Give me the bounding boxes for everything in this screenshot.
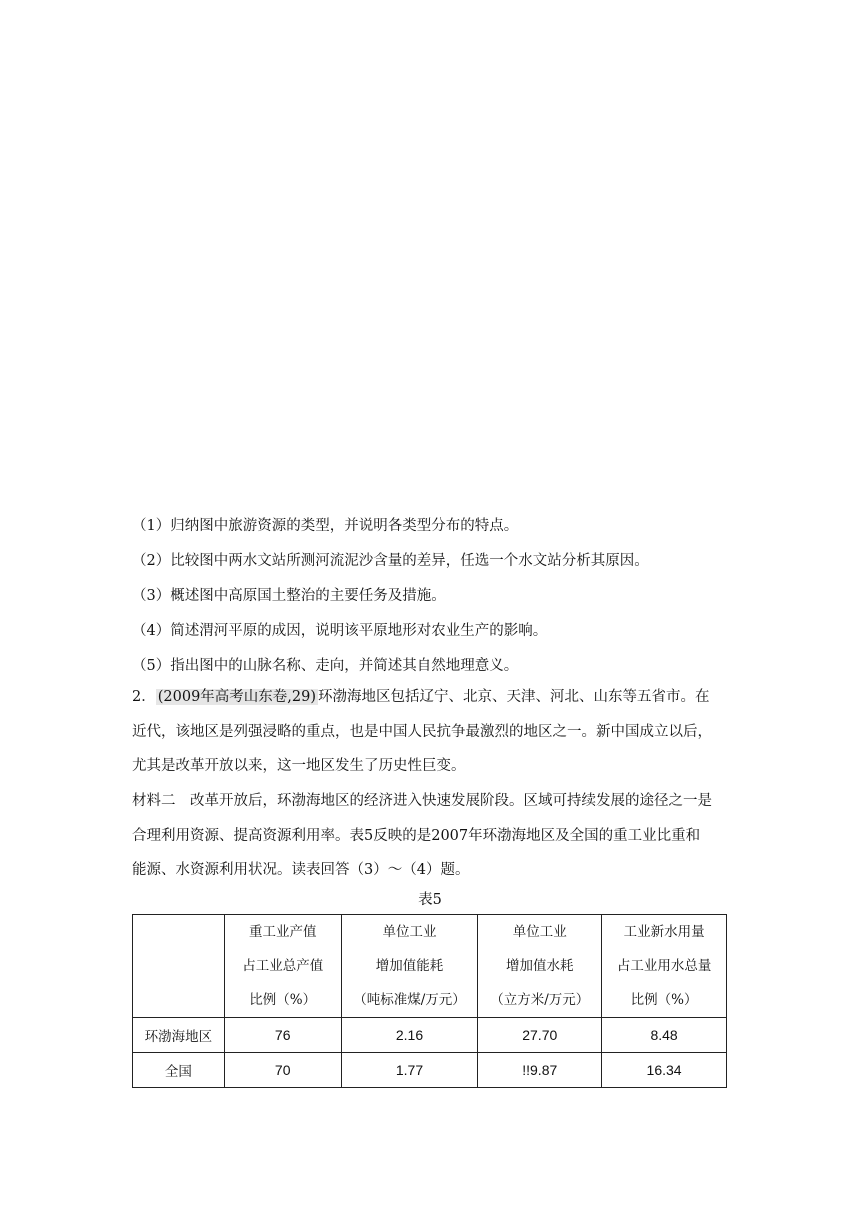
q2-text-1: 环渤海地区包括辽宁、北京、天津、河北、山东等五省市。在 [318,689,710,705]
material-line-3: 能源、水资源利用状况。读表回答（3）～（4）题。 [132,862,470,878]
question-3: （3）概述图中高原国土整治的主要任务及措施。 [132,588,446,604]
question-5: （5）指出图中的山脉名称、走向，并简述其自然地理意义。 [132,658,519,674]
table-cell: !!9.87 [478,1053,602,1088]
table-cell: 70 [224,1053,341,1088]
question-2: （2）比较图中两水文站所测河流泥沙含量的差异，任选一个水文站分析其原因。 [132,553,649,569]
question-4: （4）简述渭河平原的成因，说明该平原地形对农业生产的影响。 [132,623,548,639]
header-heavy-industry-share: 重工业产值 占工业总产值 比例（%） [224,915,341,1018]
header-water-consumption: 单位工业 增加值水耗 （立方米/万元） [478,915,602,1018]
table-caption: 表5 [418,892,442,908]
table-cell: 27.70 [478,1018,602,1053]
table-cell: 76 [224,1018,341,1053]
table-row [133,1053,727,1088]
table-header-row [133,915,727,1018]
q2-number: 2． [132,689,156,705]
table-cell: 2.16 [341,1018,478,1053]
table-cell: 1.77 [341,1053,478,1088]
material-line-2: 合理利用资源、提高资源利用率。表5反映的是2007年环渤海地区及全国的重工业比重和 [132,828,701,844]
q2-line-2: 近代，该地区是列强浸略的重点，也是中国人民抗争最激烈的地区之一。新中国成立以后， [132,724,712,740]
q2-line-1 [132,687,732,707]
row-label: 环渤海地区 [133,1018,225,1053]
question-1: （1）归纳图中旅游资源的类型，并说明各类型分布的特点。 [132,518,519,534]
table-row [133,1018,727,1053]
row-label: 全国 [133,1053,225,1088]
material-line-1: 材料二 改革开放后，环渤海地区的经济进入快速发展阶段。区域可持续发展的途径之一是 [132,793,712,809]
q2-line-3: 尤其是改革开放以来，这一地区发生了历史性巨变。 [132,758,466,774]
header-energy-consumption: 单位工业 增加值能耗 （吨标准煤/万元） [341,915,478,1018]
data-table [132,914,727,1088]
q2-source: (2009年高考山东卷,29) [157,689,317,705]
header-empty-cell [133,915,225,1018]
table-cell: 16.34 [602,1053,727,1088]
header-new-water-share: 工业新水用量 占工业用水总量 比例（%） [602,915,727,1018]
table-cell: 8.48 [602,1018,727,1053]
